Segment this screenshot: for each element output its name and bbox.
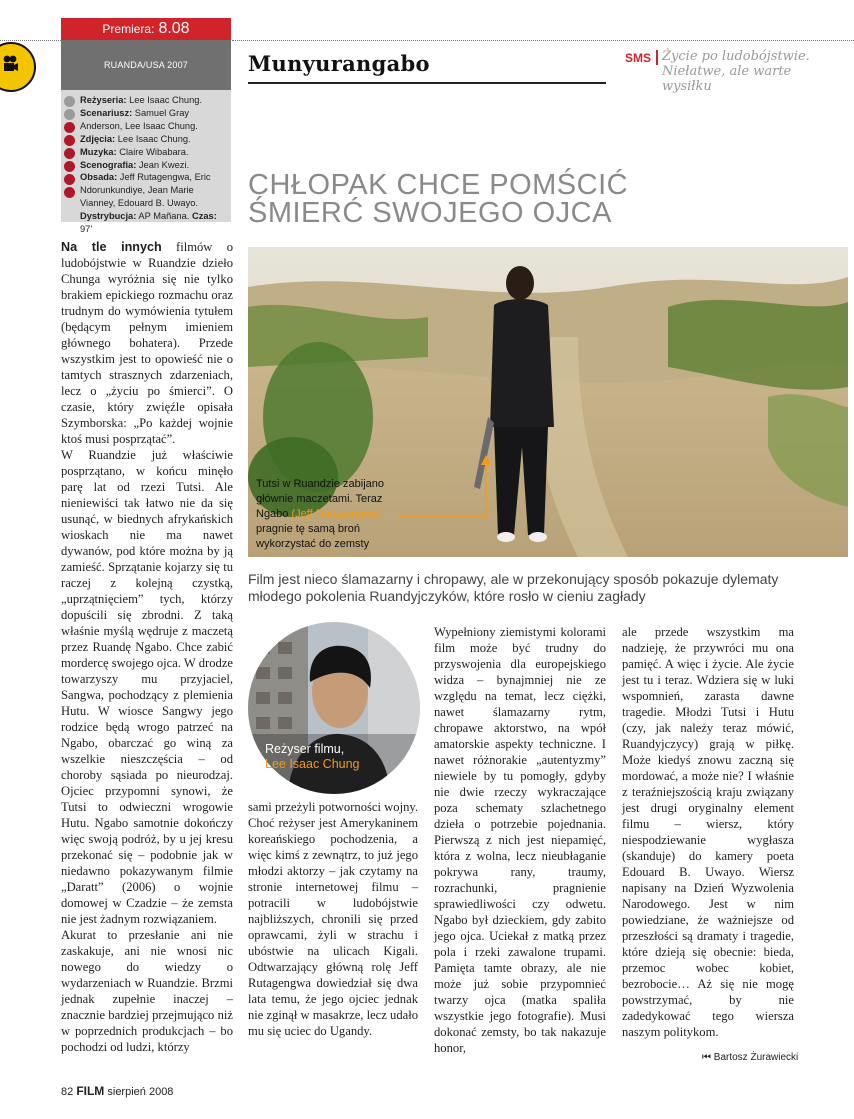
sms-line-2: Niełatwe, ale warte wysiłku <box>662 64 792 94</box>
credit-label: Reżyseria: <box>80 95 127 105</box>
headline-line-2: ŚMIERĆ SWOJEGO OJCA <box>248 197 612 229</box>
premiere-box <box>61 18 231 40</box>
portrait-caption-line-1: Reżyser filmu, <box>265 742 345 756</box>
portrait-caption <box>265 742 405 772</box>
body-column-4-text: ale przede wszystkim ma nadzieję, że przywróci mu ona pamięć. A więc i życie. Ale życie jest tu i teraz. Wdziera się w luki wspomnień, zarasta dawne tragedie. Młodzi Tutsi i Hutu (czy, jak należy teraz mówić, Ruandyjczycy) grają w piłkę. Może kiedyś znowu zaczną się mordować, a może nie? I właśnie z teraźniejszością kraju związany jest drugi oryginalny element filmu – wiersz, który niespodziewanie wygłasza (skanduje) do kamery poeta Edouard B. Uwayo. Wiersz napisany na Dzień Wyzwolenia Narodowego. Jest w nim powiedziane, że ważniejsze od przeszłości są dramaty i tragedie, które dzieją się obecnie: bieda, przemoc wobec kobiet, bezrobocie… Aż się nie mogę powstrzymać, by nie zadedykować tego wiersza naszym politykom. <box>622 625 794 1039</box>
photo-caption <box>256 477 411 552</box>
country-year: RUANDA/USA 2007 <box>61 40 231 90</box>
credit-label: Scenariusz: <box>80 107 133 118</box>
page-number: 82 <box>61 1086 74 1098</box>
body-column-2-text: sami przeżyli potworności wojny. Choć reżyser jest Amerykaninem koreańskiego pochodzenia, a więc kimś z zewnątrz, to już jego młodzi aktorzy – jak czytamy na stronie internetowej filmu – potracili w ludobójstwie najbliższych, chronili się przed oprawcami, żyli w strachu i ubóstwie na ulicach Kigali. Odtwarzający główną rolę Jeff Rutagengwa dowiedział się dwa lata temu, że jego ojciec jednak nie zginął w masakrze, lecz udało mu się uciec do Ugandy. <box>248 800 418 1038</box>
credit-value: Lee Isaac Chung. <box>117 133 191 144</box>
photo-caption-part-1: Tutsi w Ruandzie zabijano głównie maczetami. Teraz Ngabo <box>256 478 384 520</box>
credit-label: Dystrybucja: <box>80 211 137 222</box>
movie-title: Munyurangabo <box>248 51 430 76</box>
author-rewind-icon: ⏮ <box>702 1052 711 1063</box>
premiere-label: Premiera: <box>102 22 155 36</box>
issue-date: sierpień 2008 <box>107 1086 174 1098</box>
magazine-name: FILM <box>76 1084 105 1098</box>
credits-rating-dots <box>64 96 78 200</box>
body-column-3 <box>434 624 606 1056</box>
body-lead-in: Na tle innych <box>61 240 162 254</box>
lead-paragraph: Film jest nieco ślamazarny i chropawy, ale w przekonujący sposób pokazuje dylematy młodego pokolenia Ruandyjczyków, które rosło w cieniu zagłady <box>248 571 779 604</box>
sms-text <box>662 49 822 94</box>
credit-label: Obsada: <box>80 172 118 183</box>
credit-dot <box>64 96 75 107</box>
credit-dot <box>64 135 75 146</box>
headline-line-1: CHŁOPAK CHCE POMŚCIĆ <box>248 169 629 201</box>
body-paragraph-1 <box>61 239 233 447</box>
body-column-2 <box>248 799 418 1039</box>
credit-dot <box>64 187 75 198</box>
credit-label: Czas: <box>192 211 217 222</box>
premiere-date: 8.08 <box>158 20 190 37</box>
credit-value: AP Mañana. <box>138 211 190 222</box>
credit-label: Zdjęcia: <box>80 133 116 144</box>
credit-label: Muzyka: <box>80 146 117 157</box>
body-paragraph-1-text: filmów o ludobójstwie w Ruandzie dzieło Chunga wyróżnia się nie tylko brakiem epickiego rozmachu oraz trudnym do wymówienia tytułem (będącym pełnym imieniem głównego bohatera). Przede wszystkim jest to opowieść nie o tamtych strasznych zdarzeniach, lecz o „życiu po śmierci”. O czasie, który zwięźle opisała Szymborska: „Po każdej wojnie ktoś musi posprzątać”. <box>61 240 233 446</box>
credit-dot <box>64 174 75 185</box>
title-rule <box>248 82 606 84</box>
credit-value: 97’ <box>80 224 93 235</box>
headline <box>248 171 848 227</box>
credit-dot <box>64 109 75 120</box>
credit-label: Scenografia: <box>80 159 137 170</box>
credit-dot <box>64 161 75 172</box>
credit-dot <box>64 148 75 159</box>
credits-text <box>80 94 228 236</box>
portrait-caption-director: Lee Isaac Chung <box>265 757 360 771</box>
credit-value: Jean Kwezi. <box>138 159 190 170</box>
photo-caption-part-2: pragnie tę samą broń wykorzystać do zemsty <box>256 523 370 550</box>
body-column-4 <box>622 624 794 1040</box>
credit-value: Samuel Gray Anderson, Lee Isaac Chung. <box>80 107 198 131</box>
sms-separator <box>656 50 658 65</box>
author-byline <box>702 1052 798 1063</box>
credit-value: Lee Isaac Chung. <box>129 95 202 105</box>
film-camera-icon <box>0 42 36 92</box>
top-dotted-rule <box>232 40 854 41</box>
top-dotted-rule-left <box>0 40 61 41</box>
body-paragraph-2: W Ruandzie już właściwie posprzątano, w końcu minęło parę lat od rzezi Tutsi. Ale nieniewiści tak łatwo nie da się usunąć, w biednych afrykańskich wioskach nie ma nawet dywanów, pod które można by ją zamieść. Sprzątanie kojarzy się tu raczej z kolejną czystką, „uprzątnięciem” tych, którzy dopuścili się zbrodni. Z taką właśnie myślą wędruje z maczetą przez Ruandę Ngabo. Chce zabić mordercę swojego ojca. W drodze towarzyszy mu przyjaciel, Sangwa, pochodzący z plemienia Hutu. W wiosce Sangwy jego rodzice będą wrogo patrzeć na Ngabo, obarczać go winą za wszelkie nieszczęścia – od choroby sąsiada po nieurodzaj. Ojciec przypomni synowi, że Tutsi to odwieczni wrogowie Hutu. Ngabo samotnie dokończy więc swoją podróż, by u jej kresu przekonać się – podobnie jak w niedawno pokazywanym filmie „Daratt” (2006) o wojnie domowej w Czadzie – że zemsta nie jest żadnym rozwiązaniem. <box>61 448 233 926</box>
photo-caption-actor: (Jeff Rutagengwa) <box>291 508 382 520</box>
page-footer <box>61 1084 173 1098</box>
body-column-3-text: Wypełniony ziemistymi kolorami film może być trudny do przyswojenia dla europejskiego widza – bynajmniej nie ze względu na temat, lecz ciężki, nawet ślamazarny rytm, chropawe aktorstwo, na wpół amatorskie aspekty techniczne. I nawet różnorakie „autentyzmy” niewiele by tu pomogły, gdyby nie dwie rzeczy wykraczające poza schematy szlachetnego dzieła o potrzebie pojednania. Pierwszą z nich jest niepamięć, która z wolna, lecz nieubłaganie pokrywa rany, traumy, rozrachunki, pragnienie sprawiedliwości czy odwetu. Ngabo był dzieckiem, gdy zabito jego ojca. Uciekał z matką przez pola i rzeki zawalone trupami. Pamięta tamte obrazy, ale nie może już sobie przypomnieć twarzy ojca (matka spaliła wszystkie jego fotografie). Musi dokonać zemsty, bo tak nakazuje honor, <box>434 625 606 1055</box>
body-column-1 <box>61 239 233 1055</box>
sms-line-1: Życie po ludobójstwie. <box>662 49 810 64</box>
credit-dot <box>64 122 75 133</box>
credit-value: Jeff Rutagengwa, Eric Ndorunkundiye, Jean Marie Vianney, Edouard B. Uwayo. <box>80 172 211 209</box>
credit-value: Claire Wibabara. <box>119 146 189 157</box>
body-paragraph-3: Akurat to przesłanie ani nie zaskakuje, ani nie wnosi nic nowego do wiedzy o wydarzeniach w Ruandzie. Brzmi jednak zupełnie inaczej – znacznie bardziej przejmująco niż w poprzednich produkcjach – bo pochodzi od ludzi, którzy <box>61 928 233 1054</box>
sms-label: SMS <box>625 51 652 65</box>
author-name: Bartosz Żurawiecki <box>713 1052 799 1063</box>
